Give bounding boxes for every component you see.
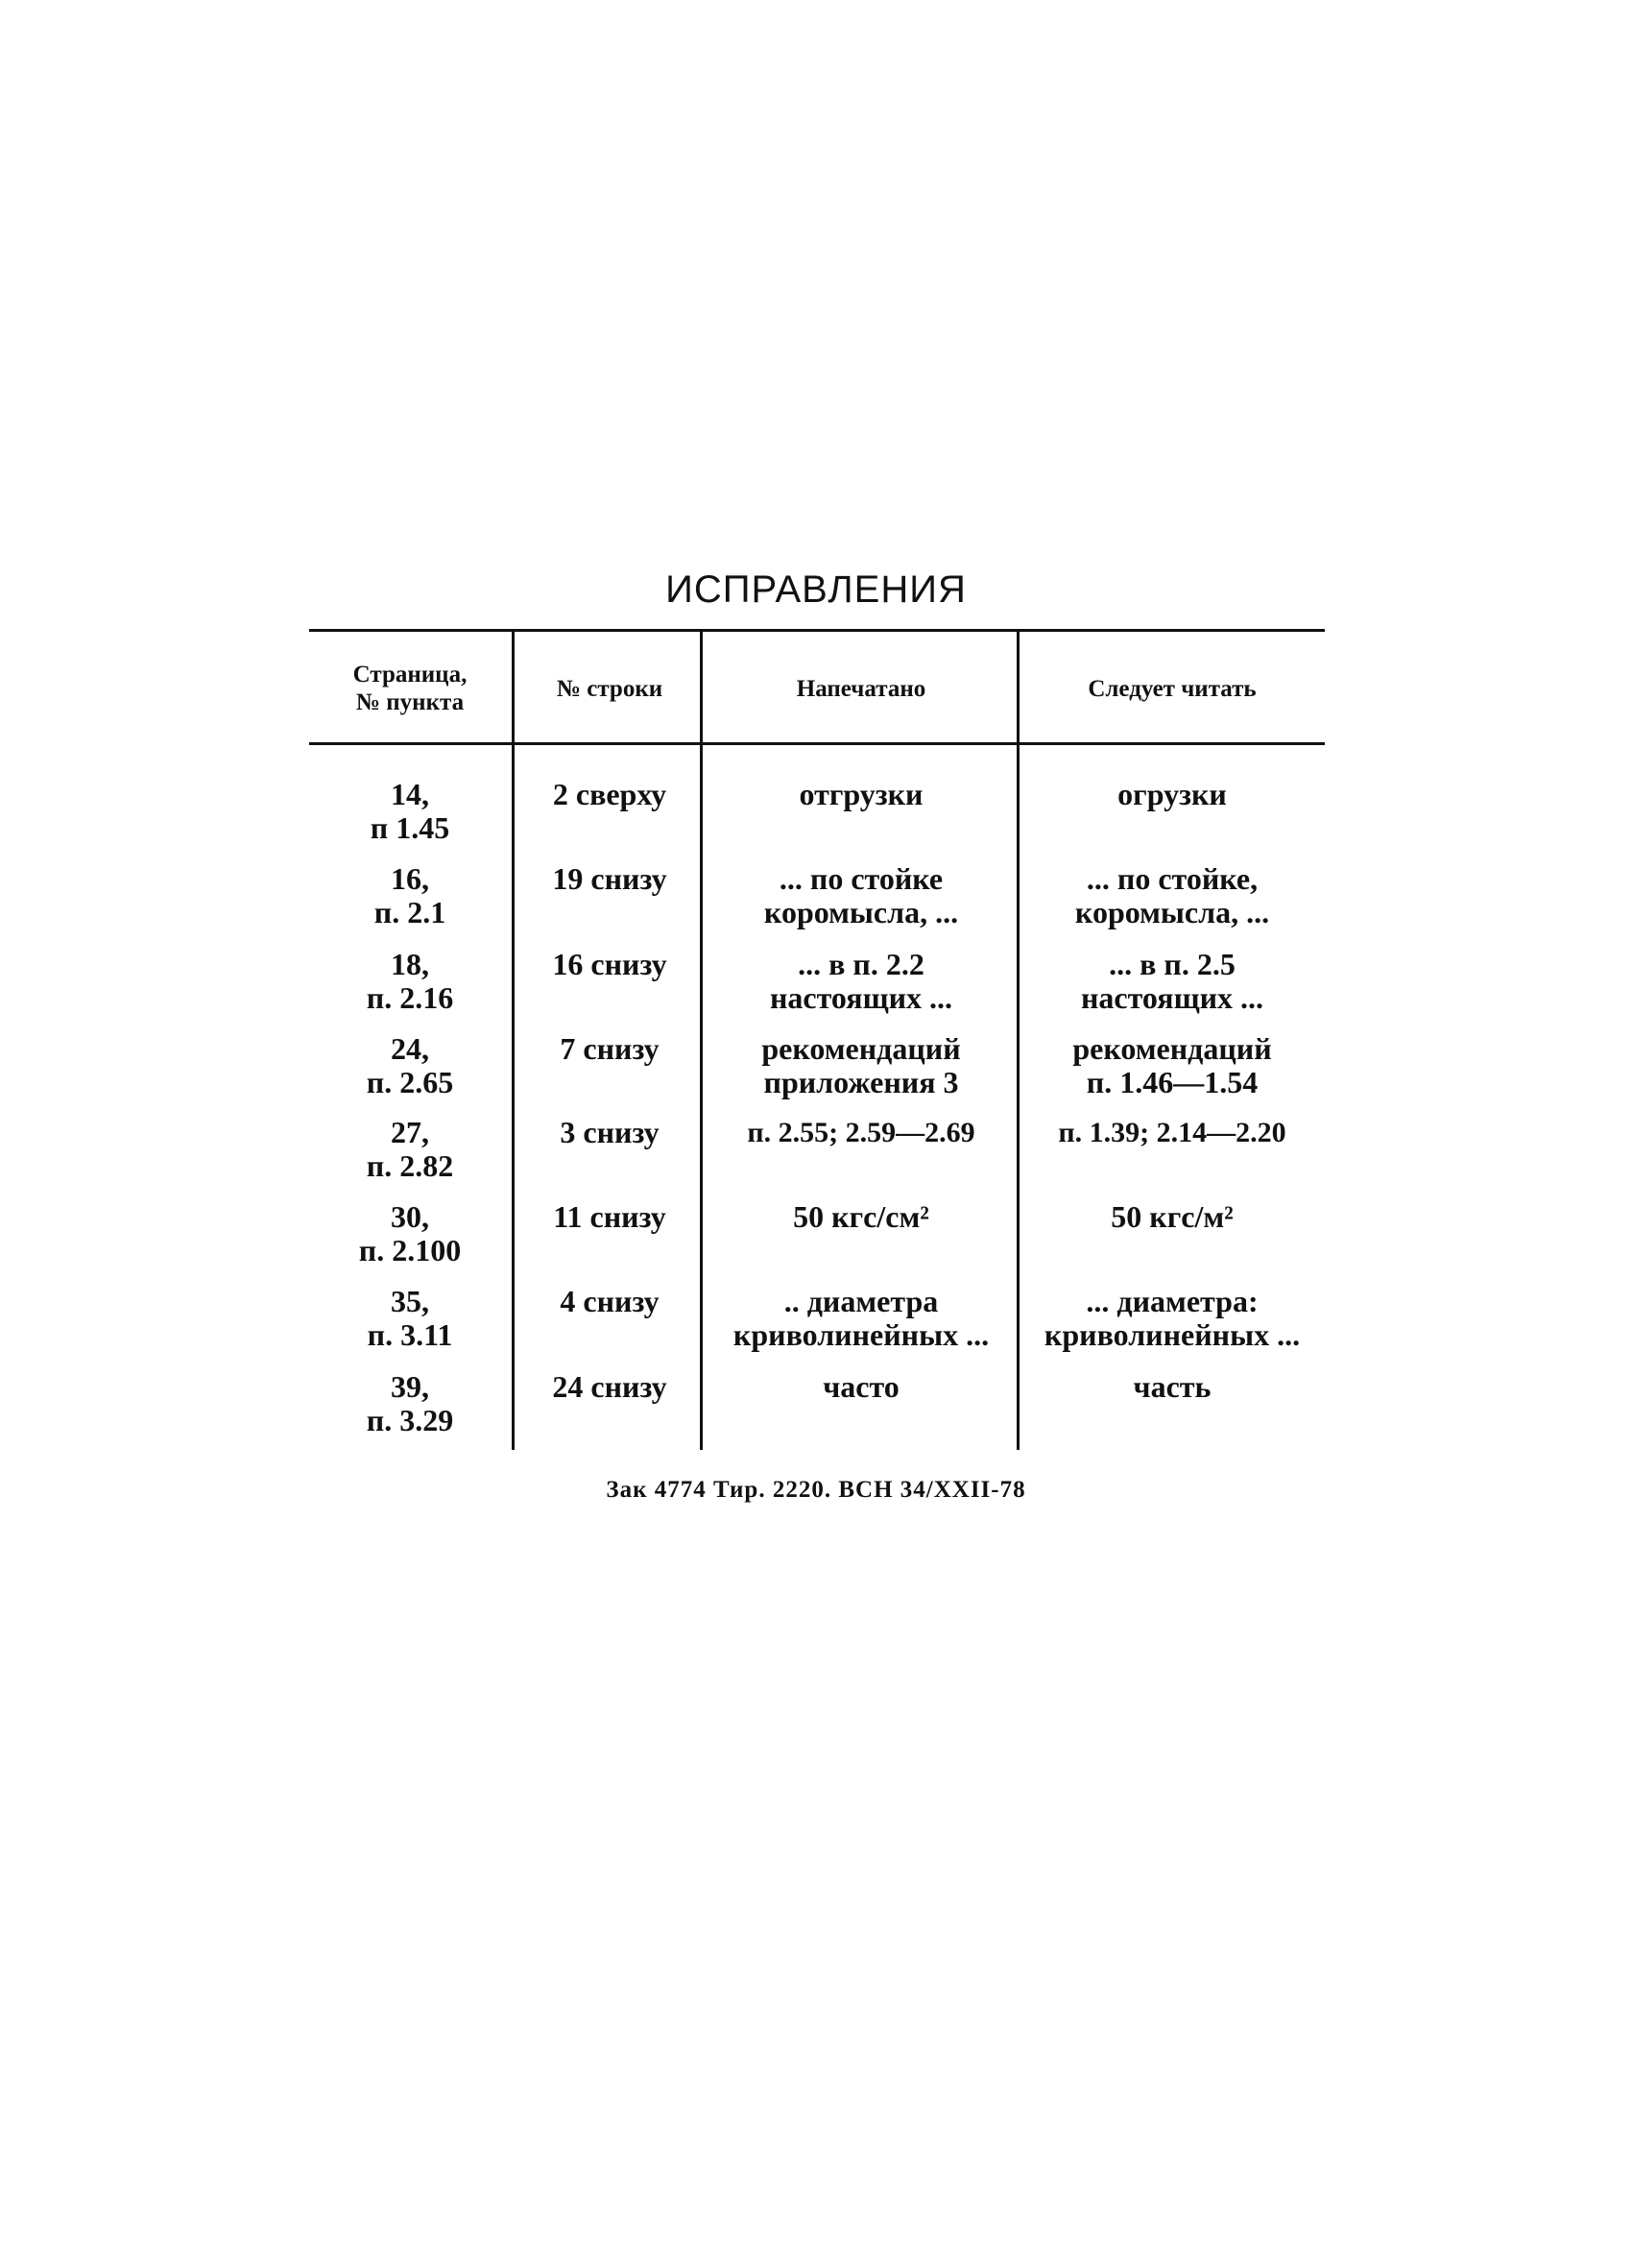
cell-correct: ... в п. 2.5 настоящих ... (1080, 947, 1264, 1015)
cell-printed: часто (823, 1369, 900, 1404)
errata-table (309, 629, 1325, 1455)
cell-correct: часть (1133, 1369, 1212, 1404)
cell-page: 39, п. 3.29 (366, 1369, 454, 1437)
cell-line: 16 снизу (552, 947, 667, 981)
cell-line: 3 снизу (560, 1115, 660, 1149)
print-imprint: Зак 4774 Тир. 2220. ВСН 34/XXII-78 (606, 1477, 1026, 1503)
cell-line: 2 сверху (552, 777, 667, 811)
cell-page: 27, п. 2.82 (366, 1115, 454, 1183)
cell-line: 4 снизу (560, 1284, 660, 1318)
cell-correct: ... по стойке, коромысла, ... (1074, 861, 1270, 929)
column-divider-1 (512, 629, 515, 1450)
cell-correct: рекомендаций п. 1.46—1.54 (1072, 1031, 1272, 1099)
header-correct: Следует читать (1088, 676, 1257, 702)
cell-line: 11 снизу (553, 1199, 666, 1234)
cell-correct: огрузки (1117, 777, 1227, 811)
header-line: № строки (556, 676, 663, 702)
header-page: Страница, № пункта (352, 662, 468, 715)
cell-printed: 50 кгс/см² (793, 1199, 929, 1234)
table-header-rule (309, 742, 1325, 745)
cell-page: 35, п. 3.11 (367, 1284, 453, 1352)
cell-printed: ... по стойке коромысла, ... (763, 861, 959, 929)
header-printed: Напечатано (796, 676, 926, 702)
page-title: ИСПРАВЛЕНИЯ (665, 568, 967, 611)
cell-printed: ... в п. 2.2 настоящих ... (769, 947, 953, 1015)
cell-page: 18, п. 2.16 (366, 947, 454, 1015)
cell-page: 16, п. 2.1 (373, 861, 446, 929)
cell-line: 24 снизу (552, 1369, 667, 1404)
cell-page: 14, п 1.45 (370, 777, 450, 845)
cell-page: 24, п. 2.65 (366, 1031, 454, 1099)
cell-printed: рекомендаций приложения 3 (761, 1031, 961, 1099)
cell-correct: ... диаметра: криволинейных ... (1044, 1284, 1301, 1352)
cell-line: 7 снизу (560, 1031, 660, 1066)
cell-printed: .. диаметра криволинейных ... (732, 1284, 990, 1352)
cell-printed: п. 2.55; 2.59—2.69 (747, 1117, 975, 1148)
cell-page: 30, п. 2.100 (358, 1199, 462, 1267)
cell-correct: п. 1.39; 2.14—2.20 (1058, 1117, 1286, 1148)
cell-line: 19 снизу (552, 861, 667, 896)
cell-printed: отгрузки (799, 777, 924, 811)
cell-correct: 50 кгс/м² (1111, 1199, 1234, 1234)
table-top-rule (309, 629, 1325, 632)
